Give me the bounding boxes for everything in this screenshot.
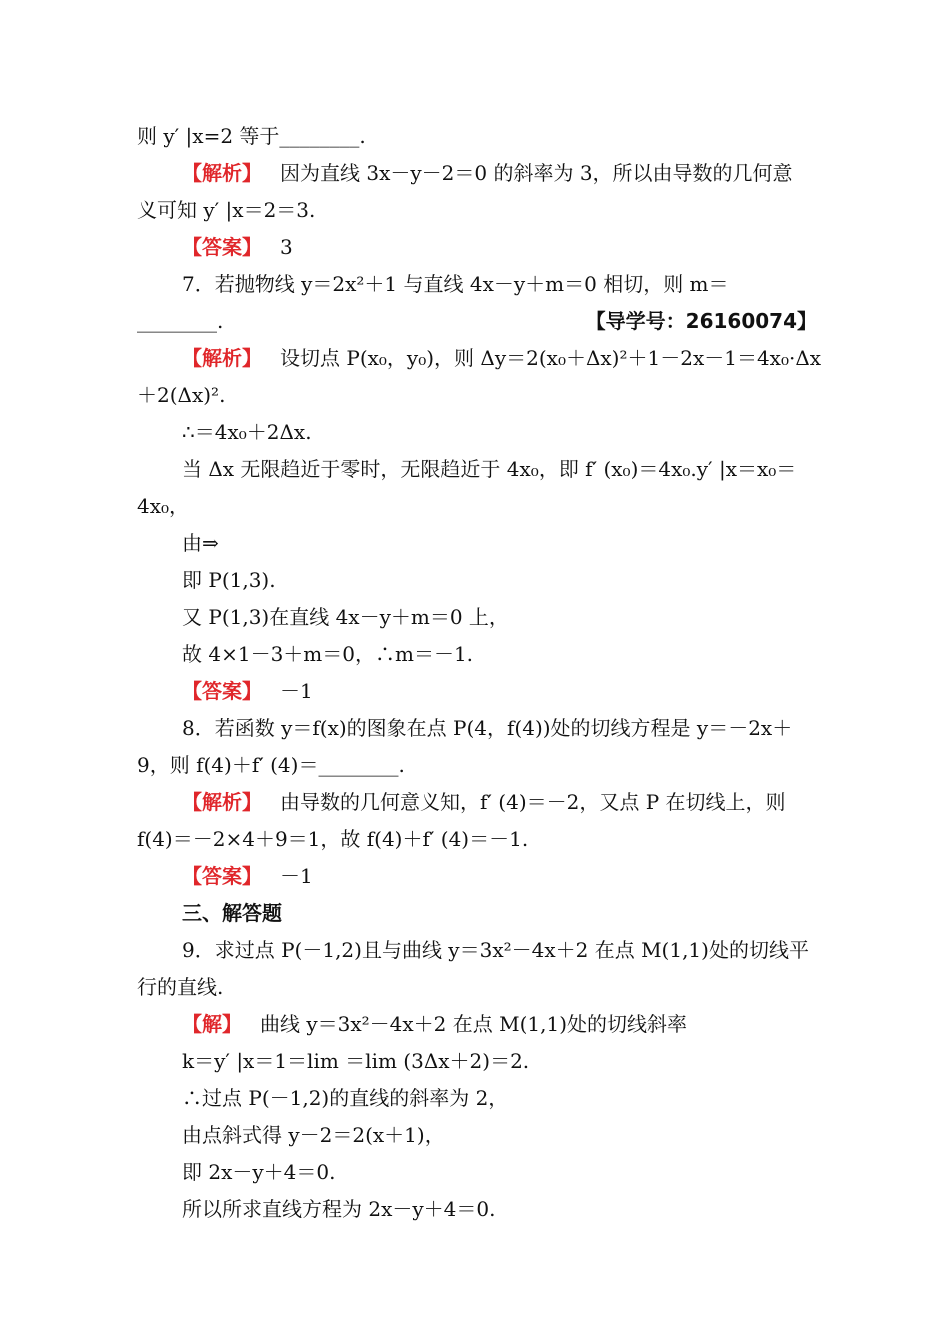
q8-answer — [182, 858, 818, 894]
q9-solution-line4: 由点斜式得 y－2＝2(x＋1)， — [182, 1123, 445, 1147]
q7-analysis-line2: ＋2(Δx)². — [137, 383, 226, 407]
analysis-label: 【解析】 — [182, 161, 262, 185]
q6-stem-end: 则 y′ |x=2 等于________. — [137, 124, 366, 148]
answer-label: 【答案】 — [182, 864, 262, 888]
q7-analysis-line1 — [182, 340, 822, 376]
q6-analysis-line1 — [182, 155, 818, 191]
q6-analysis-text: 因为直线 3x－y－2＝0 的斜率为 3，所以由导数的几何意 — [280, 161, 793, 185]
analysis-label: 【解析】 — [182, 346, 262, 370]
q9-stem-line1: 9．求过点 P(－1,2)且与曲线 y＝3x²－4x＋2 在点 M(1,1)处的切线平 — [182, 938, 809, 962]
q8-analysis-line2: f(4)＝－2×4＋9＝1，故 f(4)＋f′ (4)＝－1. — [137, 827, 529, 851]
q9-solution-line1 — [182, 1006, 818, 1042]
section-heading: 三、解答题 — [182, 901, 282, 925]
q8-answer-value: －1 — [280, 864, 313, 888]
q7-step6: 故 4×1－3＋m＝0，∴m＝－1. — [182, 642, 474, 666]
q8-analysis-line1 — [182, 784, 818, 820]
q9-solution-line6: 所以所求直线方程为 2x－y＋4＝0. — [182, 1197, 496, 1221]
q6-analysis-line2: 义可知 y′ |x＝2＝3. — [137, 198, 316, 222]
q7-step5: 又 P(1,3)在直线 4x－y＋m＝0 上， — [182, 605, 509, 629]
q7-blank: ________. — [137, 309, 224, 333]
q9-solution-text: 曲线 y＝3x²－4x＋2 在点 M(1,1)处的切线斜率 — [260, 1012, 688, 1036]
q7-step3: 由⇒ — [182, 531, 219, 555]
q7-answer — [182, 673, 818, 709]
q9-stem-line2: 行的直线. — [137, 975, 224, 999]
q6-answer-value: 3 — [280, 235, 293, 259]
q7-step4: 即 P(1,3). — [182, 568, 276, 592]
q7-stem-line1: 7．若抛物线 y＝2x²＋1 与直线 4x－y＋m＝0 相切，则 m＝ — [182, 272, 729, 296]
q9-solution-line2: k＝y′ |x＝1＝lim ＝lim (3Δx＋2)＝2. — [182, 1049, 530, 1073]
q7-step2-cont: 4x₀， — [137, 494, 190, 518]
guide-number: 【导学号：26160074】 — [585, 309, 817, 333]
q7-answer-value: －1 — [280, 679, 313, 703]
q8-stem-line2: 9，则 f(4)＋f′ (4)＝________. — [137, 753, 405, 777]
answer-label: 【答案】 — [182, 235, 262, 259]
analysis-label: 【解析】 — [182, 790, 262, 814]
q7-stem-line2 — [137, 303, 817, 339]
q6-answer — [182, 229, 818, 265]
q7-step2: 当 Δx 无限趋近于零时，无限趋近于 4x₀，即 f′ (x₀)＝4x₀.y′ |x＝x₀＝ — [182, 457, 797, 481]
q9-solution-line5: 即 2x－y＋4＝0. — [182, 1160, 336, 1184]
q9-solution-line3: ∴过点 P(－1,2)的直线的斜率为 2， — [182, 1086, 509, 1110]
answer-label: 【答案】 — [182, 679, 262, 703]
q7-analysis-text: 设切点 P(x₀，y₀)，则 Δy＝2(x₀＋Δx)²＋1－2x－1＝4x₀·Δx — [280, 346, 822, 370]
q8-analysis-text: 由导数的几何意义知，f′ (4)＝－2，又点 P 在切线上，则 — [280, 790, 786, 814]
q7-step1: ∴＝4x₀＋2Δx. — [182, 420, 312, 444]
q8-stem-line1: 8．若函数 y＝f(x)的图象在点 P(4，f(4))处的切线方程是 y＝－2x＋ — [182, 716, 793, 740]
solution-label: 【解】 — [182, 1012, 242, 1036]
